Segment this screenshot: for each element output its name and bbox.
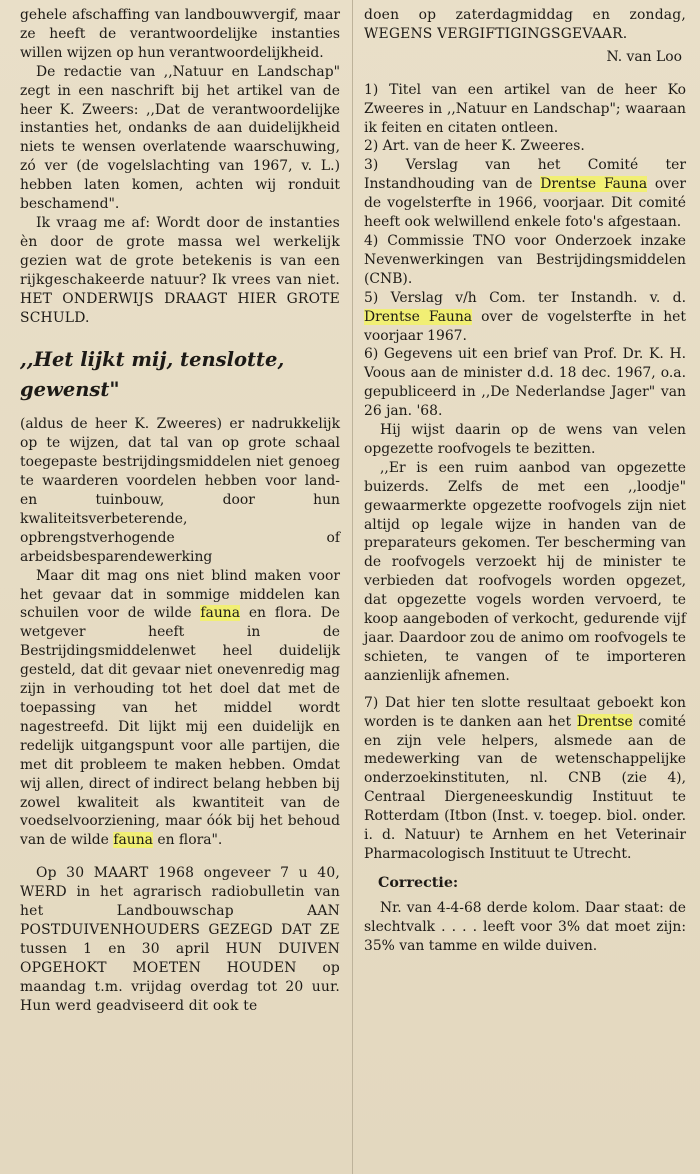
column-divider [352,0,353,1174]
spacer [364,67,686,81]
footnote-7 [364,694,686,864]
highlight-drentse: Drentse [576,713,633,730]
correction-title: Correctie: [378,874,459,891]
right-column [364,6,686,956]
section-heading: ,,Het lijkt mij, tenslotte, gewenst" [20,348,285,402]
footnote-2: 2) Art. van de heer K. Zweeres. [364,138,585,155]
right-paragraph-1: doen op zaterdagmiddag en zondag, WEGENS VERGIFTIGINGSGEVAAR. [364,7,686,42]
right-quote: ,,Er is een ruim aanbod van opgezette buizerds. Zelfs de met een ,,loodje" gewaarmerkte opgezette roofvogels zijn niet altijd op legale wijze in handen van de preparateurs gekomen. Ter bescherming van de roofvogels verzoekt hij de minister te verbieden dat roofvogels worden opgezet, dat opgezette vogels worden vervoerd, te koop aangeboden of verkocht, gedurende vijf jaar. Daardoor zou de animo om roofvogels te schieten, te vangen of te importeren aanzienlijk afnemen. [364,459,686,684]
footnote-6: 6) Gegevens uit een brief van Prof. Dr. K. H. Voous aan de minister d.d. 18 dec. 1967, o.a. gepubliceerd in ,,De Nederlandse Jager" van 26 jan. '68. [364,346,686,420]
footnote-3-text-b: over de vogelsterfte in 1966, voorjaar. Dit comité heeft ook welwillend enkele foto's afgestaan. [364,176,686,231]
spacer [364,686,686,694]
left-column [20,6,340,1016]
spacer [20,850,340,864]
para5-text-c: en flora". [152,832,223,849]
left-paragraph-1: gehele afschaffing van landbouwvergif, maar ze heeft de verantwoordelijke instanties willen wijzen op hun verantwoordelijkheid. [20,7,340,61]
left-paragraph-5 [20,567,340,851]
footnote-5 [364,289,686,346]
footnote-5-text-b: over de vogelsterfte in het voorjaar 1967. [364,308,686,344]
left-paragraph-3: Ik vraag me af: Wordt door de instanties èn door de grote massa wel werkelijk gezien wat de grote betekenis is van een rijkgeschakeerde natuur? Ik vrees van niet. HET ONDERWIJS DRAAGT HIER GROTE SCHULD. [20,214,340,326]
highlight-fauna-1: fauna [200,605,240,622]
footnote-7-text-a: 7) Dat hier ten slotte resultaat geboekt kon worden is te danken aan het [364,694,686,730]
highlight-drentse-fauna-1: Drentse Fauna [540,176,648,193]
footnote-7-text-b: comité en zijn vele helpers, alsmede aan de medewerking van de wetenschappelijke onderzoekinstituten, nl. CNB (zie 4), Centraal Diergeneeskundig Instituut te Rotterdam (Itbon (Inst. v. toegep. biol. onder. i. d. Natuur) te Arnhem en het Veterinair Pharmacologisch Instituut te Utrecht. [364,713,686,862]
footnote-5-text-a: 5) Verslag v/h Com. ter Instandh. v. d. [364,289,686,306]
para5-text-a: Maar dit mag ons niet blind maken voor het gevaar dat in sommige middelen kan schuilen voor de wilde [20,567,340,622]
author-signature: N. van Loo [606,48,682,65]
left-paragraph-2: De redactie van ,,Natuur en Landschap" zegt in een naschrift bij het artikel van de heer K. Zweers: ,,Dat de verantwoordelijke instanties het, ondanks de aan duidelijkheid niets te wensen overlatende waarschuwing, zó ver (de vogelslachting van 1967, v. L.) hebben laten komen, achten wij ronduit beschamend". [20,63,340,213]
para5-text-b: en flora. De wetgever heeft in de Bestrijdingsmiddelenwet heel duidelijk gesteld, dat dit gevaar niet onevenredig mag zijn in verhouding tot het doel dat met de toepassing van het middel wordt nagestreefd. Dit lijkt mij een duidelijk en redelijk uitgangspunt voor alle partijen, die met dit probleem te maken hebben. Omdat wij allen, direct of indirect belang hebben bij zowel kwaliteit als kwantiteit van de voedselvoorziening, maar óók bij het behoud van de wilde [20,605,340,849]
footnote-3-text-a: 3) Verslag van het Comité ter Instandhouding van de [364,157,686,193]
footnote-4: 4) Commissie TNO voor Onderzoek inzake Nevenwerkingen van Bestrijdingsmiddelen (CNB). [364,232,686,287]
left-paragraph-6: Op 30 MAART 1968 ongeveer 7 u 40, WERD in het agrarisch radiobulletin van het Landbouwschap AAN POSTDUIVENHOUDERS GEZEGD DAT ZE tussen 1 en 30 april HUN DUIVEN OPGEHOKT MOETEN HOUDEN op maandag t.m. vrijdag overdag tot 20 uur. Hun werd geadviseerd dit ook te [20,865,340,1014]
footnote-3 [364,156,686,232]
highlight-fauna-2: fauna [113,832,153,849]
footnote-1: 1) Titel van een artikel van de heer Ko Zweeres in ,,Natuur en Landschap"; waaraan ik feiten en citaten ontleen. [364,81,686,136]
correction-text: Nr. van 4-4-68 derde kolom. Daar staat: de slechtvalk . . . . leeft voor 3% dat moet zijn: 35% van tamme en wilde duiven. [364,899,686,954]
right-paragraph-wish: Hij wijst daarin op de wens van velen opgezette roofvogels te bezitten. [364,422,686,457]
left-paragraph-4: (aldus de heer K. Zweeres) er nadrukkelijk op te wijzen, dat tal van op grote schaal toegepaste bestrijdingsmiddelen niet genoeg te waarderen voordelen hebben voor land- en tuinbouw, door hun kwaliteitsverbeterende, opbrengstverhogende of arbeidsbesparendewerking [20,416,340,565]
highlight-drentse-fauna-2: Drentse Fauna [364,308,473,325]
